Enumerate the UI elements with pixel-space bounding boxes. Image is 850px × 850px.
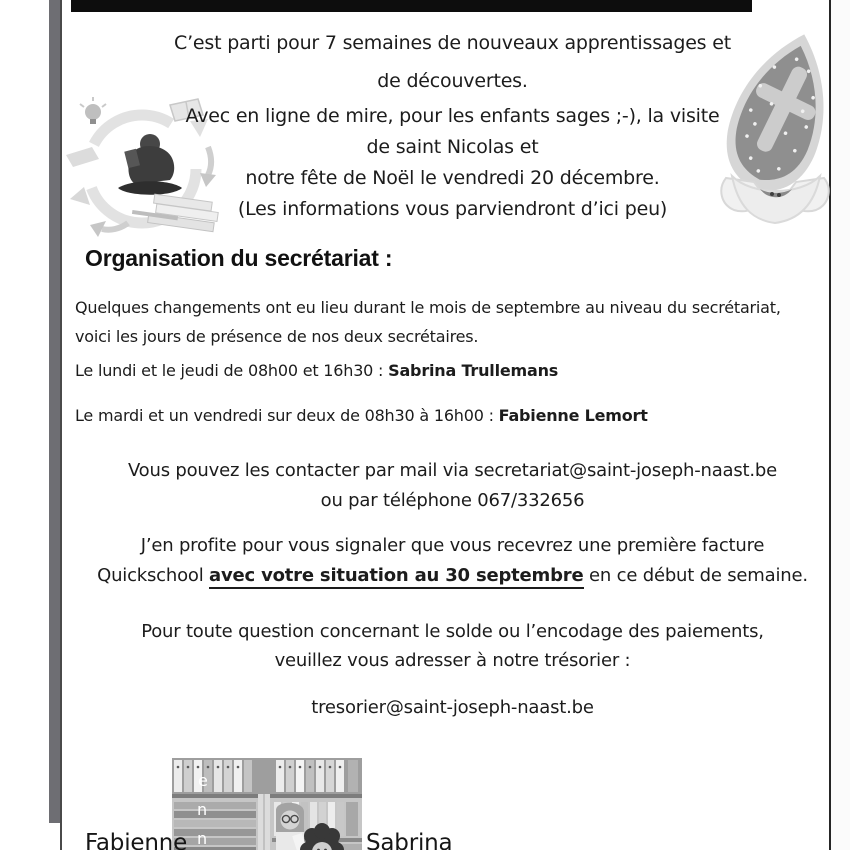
secretariat-intro-line-2: voici les jours de présence de nos deux secrétaires. [75,327,479,346]
treasurer-email: tresorier@saint-joseph-naast.be [311,697,594,718]
billing-line-2-post: en ce début de semaine. [583,565,808,586]
billing-deadline: avec votre situation au 30 septembre [209,565,583,589]
billing-paragraph [70,531,835,591]
section-heading-secretariat: Organisation du secrétariat : [85,245,393,271]
schedule-text: Le lundi et le jeudi de 08h00 et 16h30 : [75,361,389,380]
announcement-line-1: Avec en ligne de mire, pour les enfants sages ;-), la visite [185,105,720,127]
photo-overlay-letter: n [197,800,208,819]
contact-line-2: ou par téléphone 067/332656 [320,490,585,511]
secretaries-photo [172,758,362,850]
billing-line-2 [70,561,835,591]
contact-line-1: Vous pouvez les contacter par mail via secretariat@saint-joseph-naast.be [127,460,778,481]
photo-overlay-letter: n [197,829,208,848]
announcement-paragraph [70,101,835,225]
photo-overlay-letter: e [198,771,208,790]
treasurer-line-2: veuillez vous adresser à notre trésorier : [274,650,631,671]
secretariat-intro [75,293,781,351]
billing-line-2-pre: Quickschool [97,565,210,586]
header-banner-bottom [71,0,752,12]
treasurer-line-1: Pour toute question concernant le solde ou l’encodage des paiements, [141,621,764,642]
secretary-name: Sabrina Trullemans [388,361,559,380]
treasurer-paragraph [70,617,835,675]
billing-line-1: J’en profite pour vous signaler que vous recevrez une première facture [140,535,765,556]
schedule-line-tuesday [75,406,648,425]
intro-line-2: de découvertes. [377,70,528,92]
secretariat-intro-line-1: Quelques changements ont eu lieu durant le mois de septembre au niveau du secrétariat, [75,298,781,317]
schedule-line-monday [75,361,558,380]
announcement-line-2: de saint Nicolas et [366,136,539,158]
announcement-line-3: notre fête de Noël le vendredi 20 décembre. [245,167,660,189]
secretaries-photo-image [172,758,362,850]
photo-caption-fabienne: Fabienne [85,830,188,850]
contact-paragraph [70,456,835,516]
announcement-line-4: (Les informations vous parviendront d’ici peu) [237,198,668,220]
photo-caption-sabrina: Sabrina [366,830,453,850]
scan-edge-strip [49,0,60,823]
intro-line-1: C’est parti pour 7 semaines de nouveaux apprentissages et [174,32,731,54]
schedule-text: Le mardi et un vendredi sur deux de 08h30 à 16h00 : [75,406,499,425]
secretary-name: Fabienne Lemort [498,406,648,425]
